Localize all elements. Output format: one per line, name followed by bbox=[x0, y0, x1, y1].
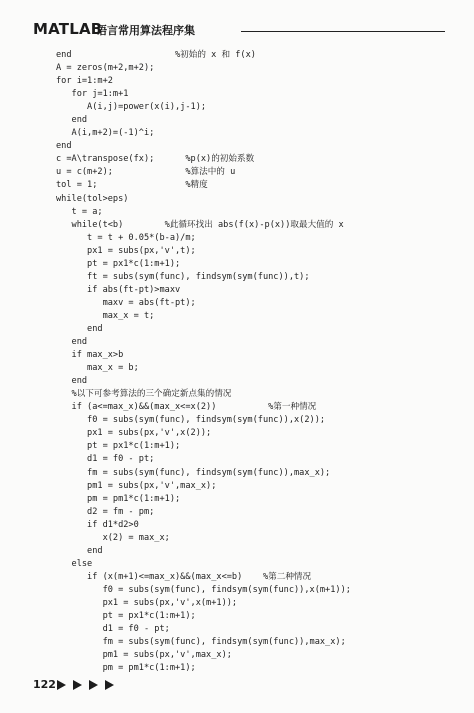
right-triangle-icon bbox=[105, 680, 114, 690]
code-line: d1 = f0 - pt; bbox=[56, 454, 155, 465]
code-line: pt = px1*c(1:m+1); bbox=[56, 611, 196, 622]
code-line: if abs(ft-pt)>maxv bbox=[56, 284, 181, 295]
code-line: end bbox=[56, 545, 103, 556]
right-triangle-icon bbox=[73, 680, 82, 690]
code-line: d1 = f0 - pt; bbox=[56, 624, 170, 635]
code-line: pm = pm1*c(1:m+1); bbox=[56, 663, 196, 674]
code-line: if (x(m+1)<=max_x)&&(max_x<=b) %第二种情况 bbox=[56, 571, 312, 582]
code-line: while(tol>eps) bbox=[56, 193, 129, 204]
code-line: max_x = t; bbox=[56, 310, 155, 321]
code-line: A = zeros(m+2,m+2); bbox=[56, 63, 155, 74]
right-triangle-icon bbox=[57, 680, 66, 690]
code-line: pm1 = subs(px,'v',max_x); bbox=[56, 480, 217, 491]
code-line: tol = 1; %精度 bbox=[56, 180, 208, 191]
code-listing bbox=[56, 49, 351, 675]
code-line: A(i,j)=power(x(i),j-1); bbox=[56, 102, 207, 113]
header-rule bbox=[241, 31, 445, 32]
code-line: c =A\transpose(fx); %p(x)的初始系数 bbox=[56, 154, 255, 165]
code-line: u = c(m+2); %算法中的 u bbox=[56, 167, 236, 178]
code-line: x(2) = max_x; bbox=[56, 532, 170, 543]
code-line: %以下可参考算法的三个确定新点集的情况 bbox=[56, 389, 232, 400]
code-line: if (a<=max_x)&&(max_x<=x(2)) %第一种情况 bbox=[56, 402, 317, 413]
code-line: A(i,m+2)=(-1)^i; bbox=[56, 128, 155, 139]
code-line: pm = pm1*c(1:m+1); bbox=[56, 493, 181, 504]
code-line: end %初始的 x 和 f(x) bbox=[56, 50, 256, 60]
code-line: end bbox=[56, 323, 103, 334]
code-line: max_x = b; bbox=[56, 363, 139, 374]
code-line: if d1*d2>0 bbox=[56, 519, 139, 530]
code-line: for i=1:m+2 bbox=[56, 76, 113, 87]
page-header bbox=[33, 20, 445, 40]
code-line: px1 = subs(px,'v',x(2)); bbox=[56, 428, 212, 439]
code-line: pt = px1*c(1:m+1); bbox=[56, 258, 181, 269]
code-line: px1 = subs(px,'v',x(m+1)); bbox=[56, 597, 238, 608]
code-line: t = t + 0.05*(b-a)/m; bbox=[56, 232, 196, 243]
code-line: if max_x>b bbox=[56, 350, 124, 361]
code-line: end bbox=[56, 141, 72, 152]
code-line: for j=1:m+1 bbox=[56, 89, 129, 100]
code-line: fm = subs(sym(func), findsym(sym(func)),max_x); bbox=[56, 637, 346, 648]
code-line: ft = subs(sym(func), findsym(sym(func)),t); bbox=[56, 271, 310, 282]
code-line: f0 = subs(sym(func), findsym(sym(func)),x(2)); bbox=[56, 415, 326, 426]
right-triangle-icon bbox=[89, 680, 98, 690]
code-line: maxv = abs(ft-pt); bbox=[56, 297, 196, 308]
code-line: end bbox=[56, 337, 88, 348]
header-brand: MATLAB bbox=[33, 20, 103, 38]
code-line: while(t<b) %此循环找出 abs(f(x)-p(x))取最大值的 x bbox=[56, 219, 344, 230]
page-number: 122 bbox=[33, 678, 56, 691]
code-line: t = a; bbox=[56, 206, 103, 217]
code-line: end bbox=[56, 376, 88, 387]
code-line: px1 = subs(px,'v',t); bbox=[56, 245, 196, 256]
code-line: pt = px1*c(1:m+1); bbox=[56, 441, 181, 452]
code-line: pm1 = subs(px,'v',max_x); bbox=[56, 650, 232, 661]
header-subtitle: 语言常用算法程序集 bbox=[96, 24, 195, 37]
code-line: fm = subs(sym(func), findsym(sym(func)),max_x); bbox=[56, 467, 331, 478]
code-line: else bbox=[56, 558, 93, 569]
code-line: d2 = fm - pm; bbox=[56, 506, 155, 517]
code-line: end bbox=[56, 115, 88, 126]
code-line: f0 = subs(sym(func), findsym(sym(func)),x(m+1)); bbox=[56, 584, 351, 595]
